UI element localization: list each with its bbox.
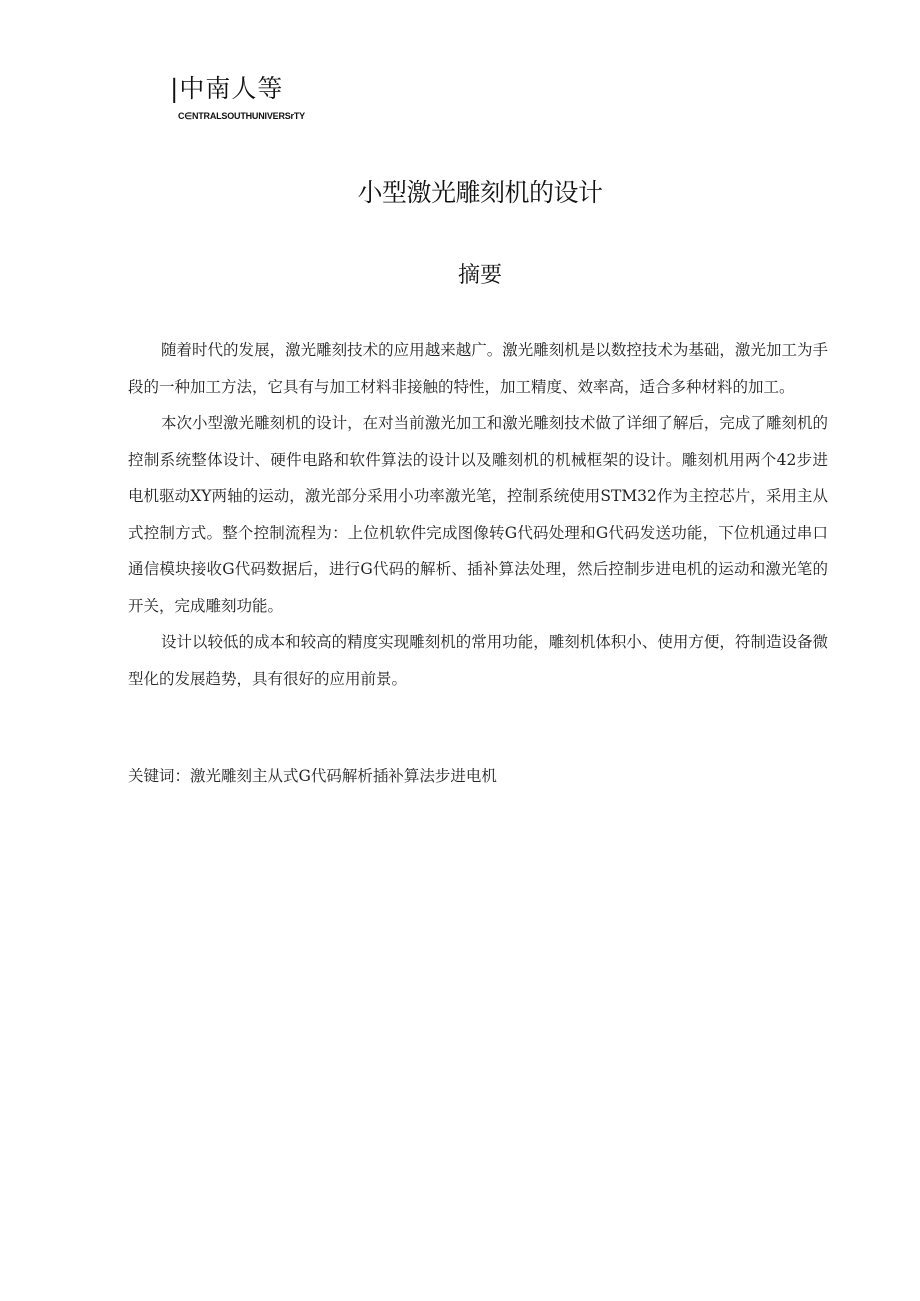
abstract-body (128, 332, 828, 697)
abstract-heading: 摘要 (457, 263, 502, 288)
abstract-paragraph: 随着时代的发展，激光雕刻技术的应用越来越广。激光雕刻机是以数控技术为基础，激光加工为手段的一种加工方法，它具有与加工材料非接触的特性，加工精度、效率高，适合多种材料的加工。 (128, 341, 828, 396)
logo-english-name: C∈NTRALSOUTHUNIVERSrTY (178, 111, 305, 121)
keywords-line: 关键词：激光雕刻主从式G代码解析插补算法步进电机 (128, 767, 497, 785)
logo-chinese-name: |中南人等 (170, 74, 284, 103)
abstract-paragraph: 设计以较低的成本和较高的精度实现雕刻机的常用功能，雕刻机体积小、使用方便，符制造设备微型化的发展趋势，具有很好的应用前景。 (128, 633, 828, 688)
abstract-paragraph: 本次小型激光雕刻机的设计，在对当前激光加工和激光雕刻技术做了详细了解后，完成了雕刻机的控制系统整体设计、硬件电路和软件算法的设计以及雕刻机的机械框架的设计。雕刻机用两个42步进电机驱动XY两轴的运动，激光部分采用小功率激光笔，控制系统使用STM32作为主控芯片，采用主从式控制方式。整个控制流程为：上位机软件完成图像转G代码处理和G代码发送功能，下位机通过串口通信模块接收G代码数据后，进行G代码的解析、插补算法处理，然后控制步进电机的运动和激光笔的开关，完成雕刻功能。 (128, 414, 828, 615)
university-logo (170, 72, 305, 122)
document-title: 小型激光雕刻机的设计 (357, 178, 603, 207)
